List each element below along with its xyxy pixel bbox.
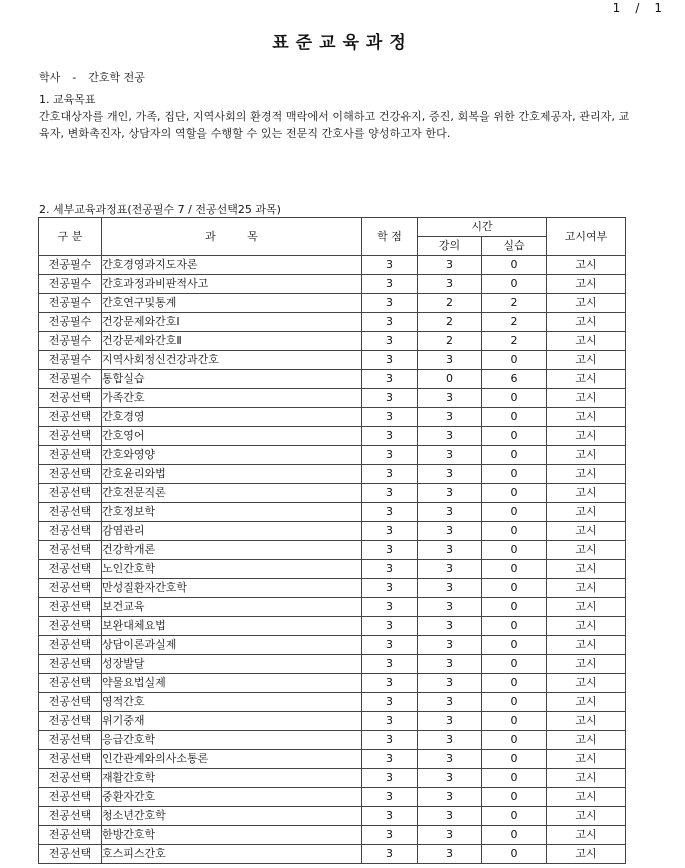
course-type: 전공선택	[39, 560, 102, 579]
course-name: 간호과정과비판적사고	[102, 275, 362, 294]
course-type: 전공필수	[39, 294, 102, 313]
course-credits: 3	[362, 674, 418, 693]
course-exam-status: 고시	[547, 484, 626, 503]
header-course: 과 목	[102, 218, 362, 256]
course-practice-hours: 0	[482, 256, 547, 275]
course-lecture-hours: 3	[418, 769, 482, 788]
course-credits: 3	[362, 370, 418, 389]
course-practice-hours: 0	[482, 446, 547, 465]
course-credits: 3	[362, 750, 418, 769]
course-lecture-hours: 3	[418, 522, 482, 541]
course-lecture-hours: 3	[418, 826, 482, 845]
course-lecture-hours: 3	[418, 275, 482, 294]
course-type: 전공선택	[39, 465, 102, 484]
course-credits: 3	[362, 446, 418, 465]
course-lecture-hours: 3	[418, 845, 482, 864]
page-current: 1	[612, 1, 622, 15]
course-type: 전공선택	[39, 389, 102, 408]
table-row	[39, 484, 626, 503]
table-row	[39, 674, 626, 693]
course-lecture-hours: 3	[418, 712, 482, 731]
course-exam-status: 고시	[547, 370, 626, 389]
course-exam-status: 고시	[547, 693, 626, 712]
course-lecture-hours: 3	[418, 655, 482, 674]
course-practice-hours: 0	[482, 712, 547, 731]
course-practice-hours: 0	[482, 731, 547, 750]
course-practice-hours: 6	[482, 370, 547, 389]
course-type: 전공선택	[39, 598, 102, 617]
course-exam-status: 고시	[547, 294, 626, 313]
course-exam-status: 고시	[547, 845, 626, 864]
table-row	[39, 655, 626, 674]
table-row	[39, 408, 626, 427]
course-type: 전공선택	[39, 674, 102, 693]
table-row	[39, 560, 626, 579]
course-credits: 3	[362, 598, 418, 617]
course-type: 전공선택	[39, 655, 102, 674]
course-lecture-hours: 3	[418, 389, 482, 408]
course-name: 지역사회정신건강과간호	[102, 351, 362, 370]
table-row	[39, 769, 626, 788]
course-practice-hours: 2	[482, 332, 547, 351]
course-name: 보건교육	[102, 598, 362, 617]
course-exam-status: 고시	[547, 332, 626, 351]
course-credits: 3	[362, 769, 418, 788]
course-lecture-hours: 3	[418, 484, 482, 503]
course-type: 전공선택	[39, 769, 102, 788]
course-name: 간호경영과지도자론	[102, 256, 362, 275]
course-lecture-hours: 3	[418, 465, 482, 484]
course-exam-status: 고시	[547, 427, 626, 446]
course-credits: 3	[362, 389, 418, 408]
course-credits: 3	[362, 845, 418, 864]
course-credits: 3	[362, 503, 418, 522]
course-exam-status: 고시	[547, 769, 626, 788]
course-practice-hours: 0	[482, 826, 547, 845]
course-type: 전공필수	[39, 351, 102, 370]
course-type: 전공선택	[39, 617, 102, 636]
course-credits: 3	[362, 712, 418, 731]
course-type: 전공선택	[39, 484, 102, 503]
course-lecture-hours: 3	[418, 560, 482, 579]
course-lecture-hours: 3	[418, 693, 482, 712]
course-type: 전공선택	[39, 807, 102, 826]
course-type: 전공필수	[39, 256, 102, 275]
course-name: 간호전문직론	[102, 484, 362, 503]
course-credits: 3	[362, 351, 418, 370]
course-name: 통합실습	[102, 370, 362, 389]
course-name: 간호와영양	[102, 446, 362, 465]
goal-heading: 1. 교육목표	[39, 93, 96, 106]
course-name: 중환자간호	[102, 788, 362, 807]
course-practice-hours: 2	[482, 294, 547, 313]
table-row	[39, 636, 626, 655]
course-credits: 3	[362, 313, 418, 332]
course-type: 전공필수	[39, 313, 102, 332]
course-name: 응급간호학	[102, 731, 362, 750]
table-row	[39, 731, 626, 750]
goal-text: 간호대상자를 개인, 가족, 집단, 지역사회의 환경적 맥락에서 이해하고 건강유지, 증진, 회복을 위한 간호제공자, 관리자, 교육자, 변화촉진자, 상담자의 역할을 수행할 수 있는 전문직 간호사를 양성하고자 한다.	[39, 110, 630, 140]
course-credits: 3	[362, 693, 418, 712]
course-practice-hours: 2	[482, 313, 547, 332]
course-name: 건강문제와간호Ⅱ	[102, 332, 362, 351]
course-name: 만성질환자간호학	[102, 579, 362, 598]
course-credits: 3	[362, 484, 418, 503]
course-exam-status: 고시	[547, 560, 626, 579]
course-credits: 3	[362, 465, 418, 484]
course-credits: 3	[362, 636, 418, 655]
course-name: 청소년간호학	[102, 807, 362, 826]
course-name: 가족간호	[102, 389, 362, 408]
course-lecture-hours: 3	[418, 541, 482, 560]
course-type: 전공선택	[39, 427, 102, 446]
course-practice-hours: 0	[482, 674, 547, 693]
course-credits: 3	[362, 275, 418, 294]
course-lecture-hours: 3	[418, 427, 482, 446]
course-exam-status: 고시	[547, 807, 626, 826]
course-practice-hours: 0	[482, 617, 547, 636]
course-type: 전공선택	[39, 826, 102, 845]
course-type: 전공선택	[39, 845, 102, 864]
course-exam-status: 고시	[547, 522, 626, 541]
table-row	[39, 389, 626, 408]
course-exam-status: 고시	[547, 636, 626, 655]
table-row	[39, 522, 626, 541]
course-credits: 3	[362, 807, 418, 826]
course-practice-hours: 0	[482, 541, 547, 560]
table-row	[39, 598, 626, 617]
course-name: 간호정보학	[102, 503, 362, 522]
course-lecture-hours: 3	[418, 617, 482, 636]
course-lecture-hours: 3	[418, 636, 482, 655]
course-type: 전공필수	[39, 370, 102, 389]
course-lecture-hours: 3	[418, 446, 482, 465]
table-row	[39, 541, 626, 560]
course-exam-status: 고시	[547, 408, 626, 427]
course-exam-status: 고시	[547, 351, 626, 370]
curriculum-table	[38, 217, 626, 864]
table-row	[39, 351, 626, 370]
course-practice-hours: 0	[482, 598, 547, 617]
course-lecture-hours: 0	[418, 370, 482, 389]
course-practice-hours: 0	[482, 769, 547, 788]
course-exam-status: 고시	[547, 503, 626, 522]
course-credits: 3	[362, 256, 418, 275]
header-exam: 고시여부	[547, 218, 626, 256]
course-lecture-hours: 3	[418, 503, 482, 522]
course-type: 전공선택	[39, 693, 102, 712]
table-row	[39, 826, 626, 845]
course-exam-status: 고시	[547, 712, 626, 731]
course-credits: 3	[362, 560, 418, 579]
page-title: 표준교육과정	[272, 33, 413, 53]
course-exam-status: 고시	[547, 465, 626, 484]
degree-label: 학사	[39, 71, 61, 84]
table-row	[39, 750, 626, 769]
degree-line	[39, 69, 145, 85]
table-row	[39, 807, 626, 826]
course-lecture-hours: 3	[418, 579, 482, 598]
page-total: 1	[654, 1, 663, 15]
course-practice-hours: 0	[482, 503, 547, 522]
course-type: 전공필수	[39, 275, 102, 294]
course-practice-hours: 0	[482, 693, 547, 712]
course-credits: 3	[362, 294, 418, 313]
course-practice-hours: 0	[482, 275, 547, 294]
course-credits: 3	[362, 427, 418, 446]
course-name: 노인간호학	[102, 560, 362, 579]
table-row	[39, 256, 626, 275]
course-credits: 3	[362, 332, 418, 351]
course-type: 전공선택	[39, 503, 102, 522]
course-practice-hours: 0	[482, 408, 547, 427]
course-name: 재활간호학	[102, 769, 362, 788]
table-row	[39, 503, 626, 522]
page-separator: /	[635, 1, 641, 15]
course-type: 전공선택	[39, 446, 102, 465]
course-credits: 3	[362, 655, 418, 674]
course-exam-status: 고시	[547, 598, 626, 617]
course-practice-hours: 0	[482, 389, 547, 408]
degree-dash: -	[72, 71, 77, 84]
course-exam-status: 고시	[547, 275, 626, 294]
course-lecture-hours: 2	[418, 294, 482, 313]
table-row	[39, 313, 626, 332]
course-name: 인간관계와의사소통론	[102, 750, 362, 769]
table-row	[39, 370, 626, 389]
course-lecture-hours: 3	[418, 731, 482, 750]
course-exam-status: 고시	[547, 731, 626, 750]
course-name: 간호연구및통계	[102, 294, 362, 313]
table-row	[39, 446, 626, 465]
table-heading: 2. 세부교육과정표(전공필수 7 / 전공선택25 과목)	[39, 203, 281, 216]
course-credits: 3	[362, 617, 418, 636]
course-exam-status: 고시	[547, 579, 626, 598]
course-credits: 3	[362, 522, 418, 541]
course-lecture-hours: 3	[418, 674, 482, 693]
course-credits: 3	[362, 826, 418, 845]
course-credits: 3	[362, 731, 418, 750]
course-type: 전공선택	[39, 408, 102, 427]
course-practice-hours: 0	[482, 560, 547, 579]
course-credits: 3	[362, 579, 418, 598]
course-name: 한방간호학	[102, 826, 362, 845]
table-row	[39, 427, 626, 446]
course-type: 전공선택	[39, 712, 102, 731]
course-practice-hours: 0	[482, 845, 547, 864]
course-exam-status: 고시	[547, 788, 626, 807]
course-type: 전공필수	[39, 332, 102, 351]
course-practice-hours: 0	[482, 788, 547, 807]
course-type: 전공선택	[39, 636, 102, 655]
course-name: 간호경영	[102, 408, 362, 427]
course-name: 감염관리	[102, 522, 362, 541]
table-row	[39, 617, 626, 636]
table-row	[39, 712, 626, 731]
course-credits: 3	[362, 408, 418, 427]
course-practice-hours: 0	[482, 750, 547, 769]
course-practice-hours: 0	[482, 484, 547, 503]
course-lecture-hours: 2	[418, 313, 482, 332]
course-exam-status: 고시	[547, 750, 626, 769]
course-practice-hours: 0	[482, 655, 547, 674]
table-row	[39, 332, 626, 351]
course-lecture-hours: 3	[418, 256, 482, 275]
table-row	[39, 465, 626, 484]
table-row	[39, 275, 626, 294]
course-exam-status: 고시	[547, 313, 626, 332]
course-name: 간호윤리와법	[102, 465, 362, 484]
course-lecture-hours: 3	[418, 351, 482, 370]
course-exam-status: 고시	[547, 674, 626, 693]
course-credits: 3	[362, 788, 418, 807]
course-exam-status: 고시	[547, 389, 626, 408]
course-exam-status: 고시	[547, 256, 626, 275]
table-row	[39, 845, 626, 864]
page-number	[613, 1, 663, 15]
course-type: 전공선택	[39, 522, 102, 541]
course-name: 간호영어	[102, 427, 362, 446]
course-name: 성장발달	[102, 655, 362, 674]
course-name: 상담이론과실제	[102, 636, 362, 655]
course-name: 호스피스간호	[102, 845, 362, 864]
degree-major: 간호학 전공	[88, 71, 145, 84]
course-exam-status: 고시	[547, 541, 626, 560]
course-name: 위기중재	[102, 712, 362, 731]
course-practice-hours: 0	[482, 579, 547, 598]
course-credits: 3	[362, 541, 418, 560]
course-lecture-hours: 3	[418, 788, 482, 807]
course-name: 약물요법실제	[102, 674, 362, 693]
course-name: 영적간호	[102, 693, 362, 712]
course-lecture-hours: 3	[418, 807, 482, 826]
header-practice: 실습	[482, 237, 547, 256]
course-exam-status: 고시	[547, 617, 626, 636]
table-row	[39, 788, 626, 807]
course-name: 건강학개론	[102, 541, 362, 560]
course-practice-hours: 0	[482, 351, 547, 370]
course-practice-hours: 0	[482, 807, 547, 826]
header-lecture: 강의	[418, 237, 482, 256]
course-practice-hours: 0	[482, 522, 547, 541]
course-type: 전공선택	[39, 788, 102, 807]
course-exam-status: 고시	[547, 826, 626, 845]
header-hours: 시간	[418, 218, 547, 237]
course-name: 건강문제와간호Ⅰ	[102, 313, 362, 332]
course-practice-hours: 0	[482, 465, 547, 484]
header-credits: 학 점	[362, 218, 418, 256]
course-type: 전공선택	[39, 731, 102, 750]
course-name: 보완대체요법	[102, 617, 362, 636]
course-type: 전공선택	[39, 579, 102, 598]
table-row	[39, 294, 626, 313]
course-exam-status: 고시	[547, 446, 626, 465]
table-row	[39, 579, 626, 598]
course-type: 전공선택	[39, 750, 102, 769]
course-type: 전공선택	[39, 541, 102, 560]
course-practice-hours: 0	[482, 427, 547, 446]
course-lecture-hours: 3	[418, 750, 482, 769]
course-practice-hours: 0	[482, 636, 547, 655]
course-lecture-hours: 2	[418, 332, 482, 351]
course-exam-status: 고시	[547, 655, 626, 674]
course-lecture-hours: 3	[418, 598, 482, 617]
course-lecture-hours: 3	[418, 408, 482, 427]
header-type: 구 분	[39, 218, 102, 256]
table-row	[39, 693, 626, 712]
